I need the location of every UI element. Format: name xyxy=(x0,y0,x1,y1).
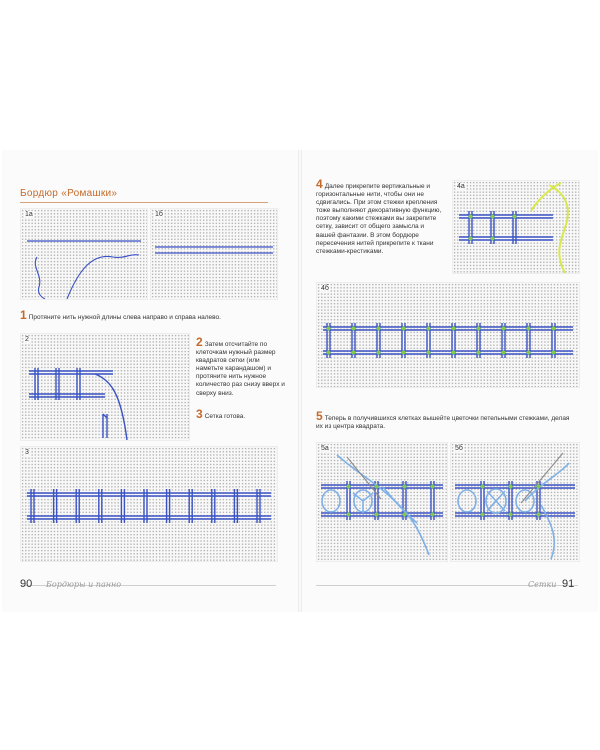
panel-2 xyxy=(20,333,190,441)
title-rule xyxy=(20,202,268,203)
panel-2-illustration xyxy=(21,334,189,440)
step-4 xyxy=(316,177,444,256)
panel-4b-label: 4б xyxy=(321,285,329,292)
panel-4b xyxy=(316,282,580,388)
step-5 xyxy=(316,409,578,431)
panel-3-label: 3 xyxy=(25,449,29,456)
step-3 xyxy=(196,407,286,421)
step-5-text: Теперь в получившихся клетках вышейте цветочки петельными стежками, делая их из центра квадрата. xyxy=(316,415,570,431)
panel-4a-label: 4а xyxy=(457,183,465,190)
panel-1a-illustration xyxy=(21,209,147,299)
step-4-number: 4 xyxy=(316,177,323,191)
step-1 xyxy=(20,308,280,322)
panel-5a xyxy=(316,442,448,562)
panel-4b-illustration xyxy=(317,283,579,387)
step-3-number: 3 xyxy=(196,407,203,421)
panel-5b-illustration xyxy=(451,443,579,561)
panel-4a xyxy=(452,180,580,274)
panel-5b xyxy=(450,442,580,562)
section-title: Бордюр «Ромашки» xyxy=(20,188,118,199)
panel-1b-illustration xyxy=(151,209,277,299)
panel-1b-label: 1б xyxy=(155,211,163,218)
panel-1b xyxy=(150,208,278,300)
panel-5b-label: 5б xyxy=(455,445,463,452)
step-2-text: Затем отсчитайте по клеточкам нужный размер квадратов сетки (или наметьте карандашом) и протяните нить нужное количество раз снизу вверх и сверху вниз. xyxy=(196,341,285,397)
step-1-number: 1 xyxy=(20,308,27,322)
panel-5a-label: 5а xyxy=(321,445,329,452)
step-2-number: 2 xyxy=(196,335,203,349)
running-head-left: Бордюры и панно xyxy=(46,580,122,589)
panel-3 xyxy=(20,446,278,562)
step-4-text: Далее прикрепите вертикальные и горизонтальные нити, чтобы они не сдвигались. При этом стежки крепления тоже выполняют декоративную функцию, поэтому какими стежками вы закрепите сетку, зависит от общего замысла и вашей фантазии. В этом бордюре пересечения нитей прикрепите к ткани стежками-крестиками. xyxy=(316,183,442,255)
page-number-right: 91 xyxy=(562,578,575,590)
panel-5a-illustration xyxy=(317,443,447,561)
panel-1a xyxy=(20,208,148,300)
step-5-number: 5 xyxy=(316,409,323,423)
panel-4a-illustration xyxy=(453,181,579,273)
panel-1a-label: 1а xyxy=(25,211,33,218)
step-3-text: Сетка готова. xyxy=(204,413,246,420)
page-number-left: 90 xyxy=(20,578,33,590)
panel-2-label: 2 xyxy=(25,336,29,343)
running-head-right: Сетки xyxy=(528,580,557,589)
step-1-text: Протяните нить нужной длины слева направо и справа налево. xyxy=(28,314,221,321)
panel-3-illustration xyxy=(21,447,277,561)
step-2 xyxy=(196,335,286,398)
